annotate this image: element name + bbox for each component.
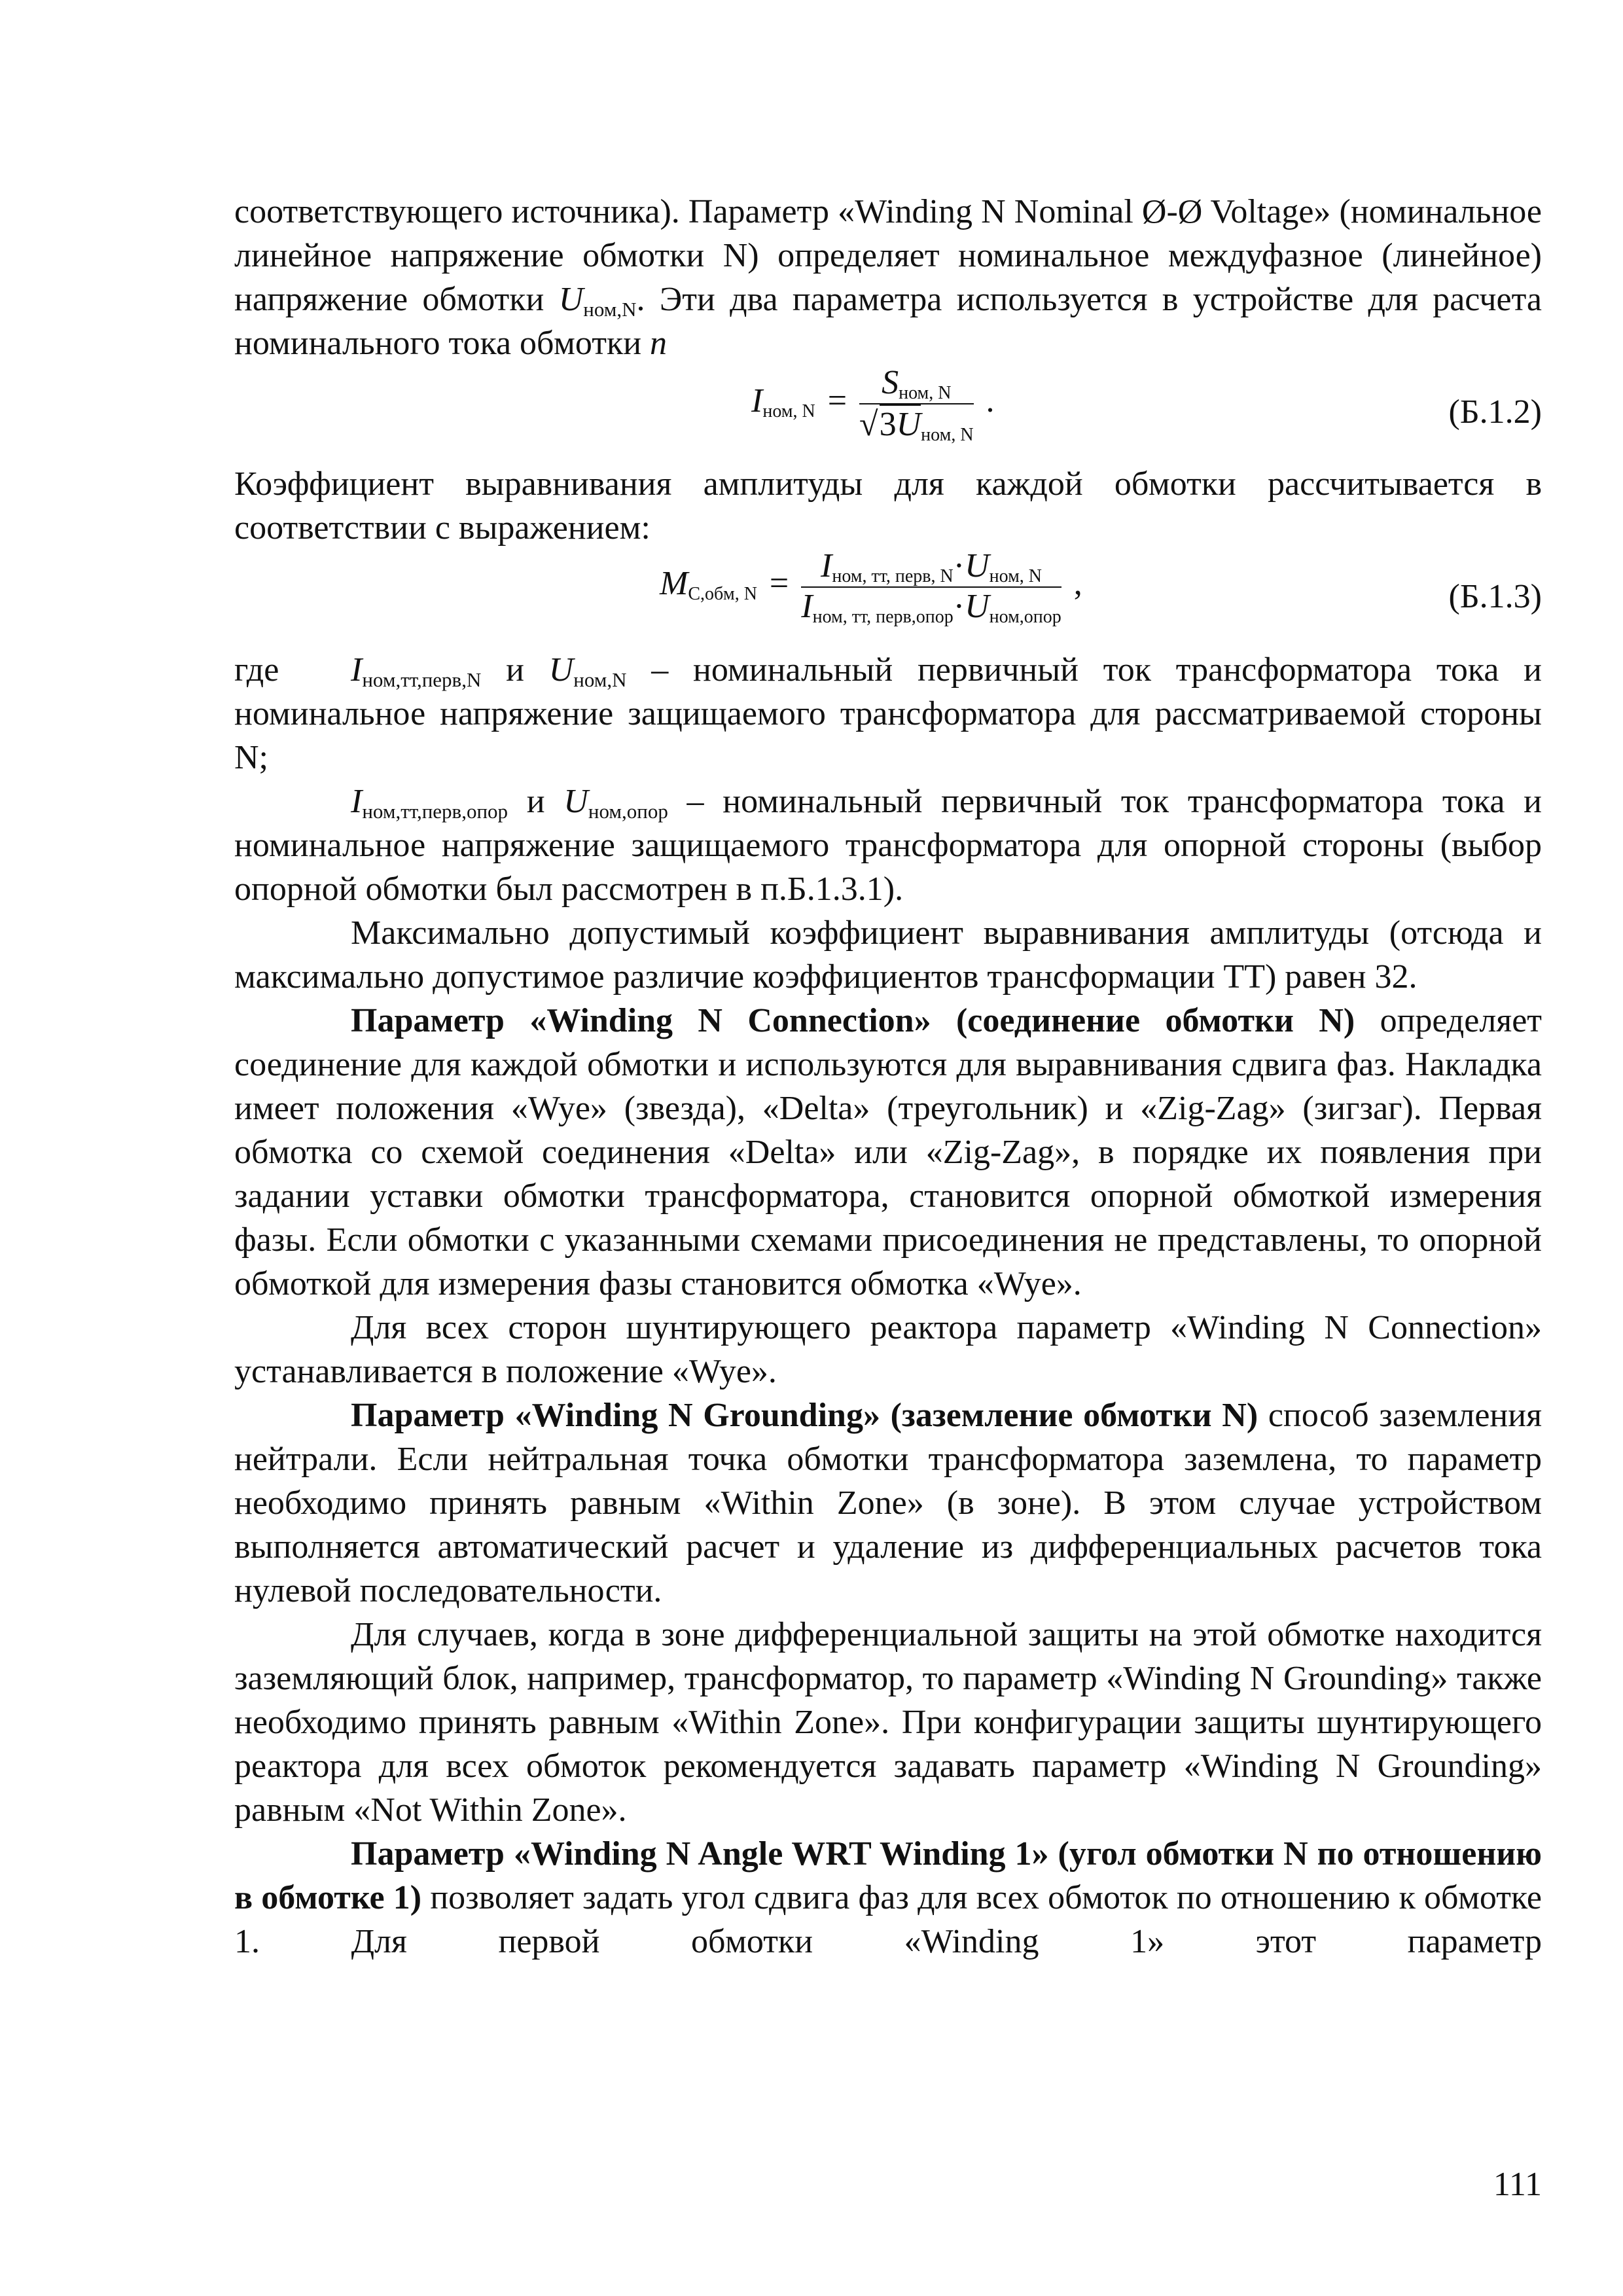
body-text — [234, 190, 1542, 1964]
paragraph-text: соответствующего источника). Параметр «Winding N Nominal Ø-Ø Voltage» (номинальное линейное напряжение обмотки N) определяет номинальное междуфазное (линейное) напряжение обмотки — [234, 193, 1542, 318]
fraction: $\frac{\text{Iном, тт, перв, N·Uном, N}}{\text{Iном, тт, перв,опор·Uном,опор}}$ — [801, 547, 1061, 627]
paragraph-winding-connection: Параметр «Winding N Connection» (соединение обмотки N) определяет соединение для каждой обмотки и используются для выравнивания сдвига фаз. Накладка имеет положения «Wye» (звезда), «Delta» (треугольник) и «Zig-Zag» (зигзаг). Первая обмотка со схемой соединения «Delta» или «Zig-Zag», в порядке их появления при задании уставки обмотки трансформатора, становится опорной обмоткой измерения фазы. Если обмотки с указанными схемами присоединения не представлены, то опорной обмоткой для измерения фазы становится обмотка «Wye». — [234, 1002, 1542, 1302]
fraction: $\frac{\text{Sном, N}}{\text{√3Uном, N}}$ — [859, 364, 974, 445]
formula-b-1-2 — [234, 365, 1542, 462]
formula-number: (Б.1.3) — [1448, 578, 1542, 615]
page-number: 111 — [1493, 2166, 1542, 2203]
paragraph-text: . Эти два параметра используется в устройстве для расчета номинального тока обмотки — [234, 281, 1543, 362]
formula-number: (Б.1.2) — [1448, 393, 1542, 431]
paragraph-winding-angle: Параметр «Winding N Angle WRT Winding 1» (угол обмотки N по отношению в обмотке 1) позволяет задать угол сдвига фаз для всех обмоток по отношению к обмотке 1. Для первой обмотки «Winding 1» этот параметр — [234, 1835, 1542, 1960]
formula-body: Iном, N = $\frac{\text{Sном, N}}{\text{√3Uном, N}}$ . — [751, 364, 995, 445]
formula-body: MC,обм, N = $\frac{\text{Iном, тт, перв, N·Uном, N}}{\text{Iном, тт, перв,опор·Uном,опор}}$ , — [660, 547, 1082, 627]
voltage-symbol: $U_{ном,N}$ — [558, 281, 637, 321]
paragraph-grounding-block: Для случаев, когда в зоне дифференциальной защиты на этой обмотке находится заземляющий блок, например, трансформатор, то параметр «Winding N Grounding» также необходимо принять равным «Within Zone». При конфигурации защиты шунтирующего реактора для всех обмоток рекомендуется задавать параметр «Winding N Grounding» равным «Not Within Zone». — [234, 1616, 1542, 1829]
paragraph-max-coefficient: Максимально допустимый коэффициент выравнивания амплитуды (отсюда и максимально допустимое различие коэффициентов трансформации ТТ) равен 32. — [234, 914, 1542, 996]
paragraph-where-1: где $I_{ном,тт,перв,N}$ и $U_{ном,N}$ – номинальный первичный ток трансформатора тока и номинальное напряжение защищаемого трансформатора для рассматриваемой стороны N; — [234, 651, 1542, 776]
paragraph-where-2: $I_{ном,тт,перв,опор}$ и $U_{ном,опор}$ – номинальный первичный ток трансформатора тока и номинальное напряжение защищаемого трансформатора для опорной стороны (выбор опорной обмотки был рассмотрен в п.Б.1.3.1). — [234, 783, 1543, 908]
winding-symbol: n — [650, 325, 668, 362]
paragraph-winding-voltage — [234, 190, 1542, 365]
paragraph-coefficient: Коэффициент выравнивания амплитуды для каждой обмотки рассчитывается в соответствии с выражением: — [234, 465, 1542, 547]
paragraph-shunt-reactor: Для всех сторон шунтирующего реактора параметр «Winding N Connection» устанавливается в положение «Wye». — [234, 1309, 1542, 1390]
paragraph-winding-grounding: Параметр «Winding N Grounding» (заземление обмотки N) способ заземления нейтрали. Если нейтральная точка обмотки трансформатора заземлена, то параметр необходимо принять равным «Within Zone» (в зоне). В этом случае устройством выполняется автоматический расчет и удаление из дифференциальных расчетов тока нулевой последовательности. — [234, 1397, 1542, 1609]
formula-b-1-3 — [234, 547, 1542, 648]
